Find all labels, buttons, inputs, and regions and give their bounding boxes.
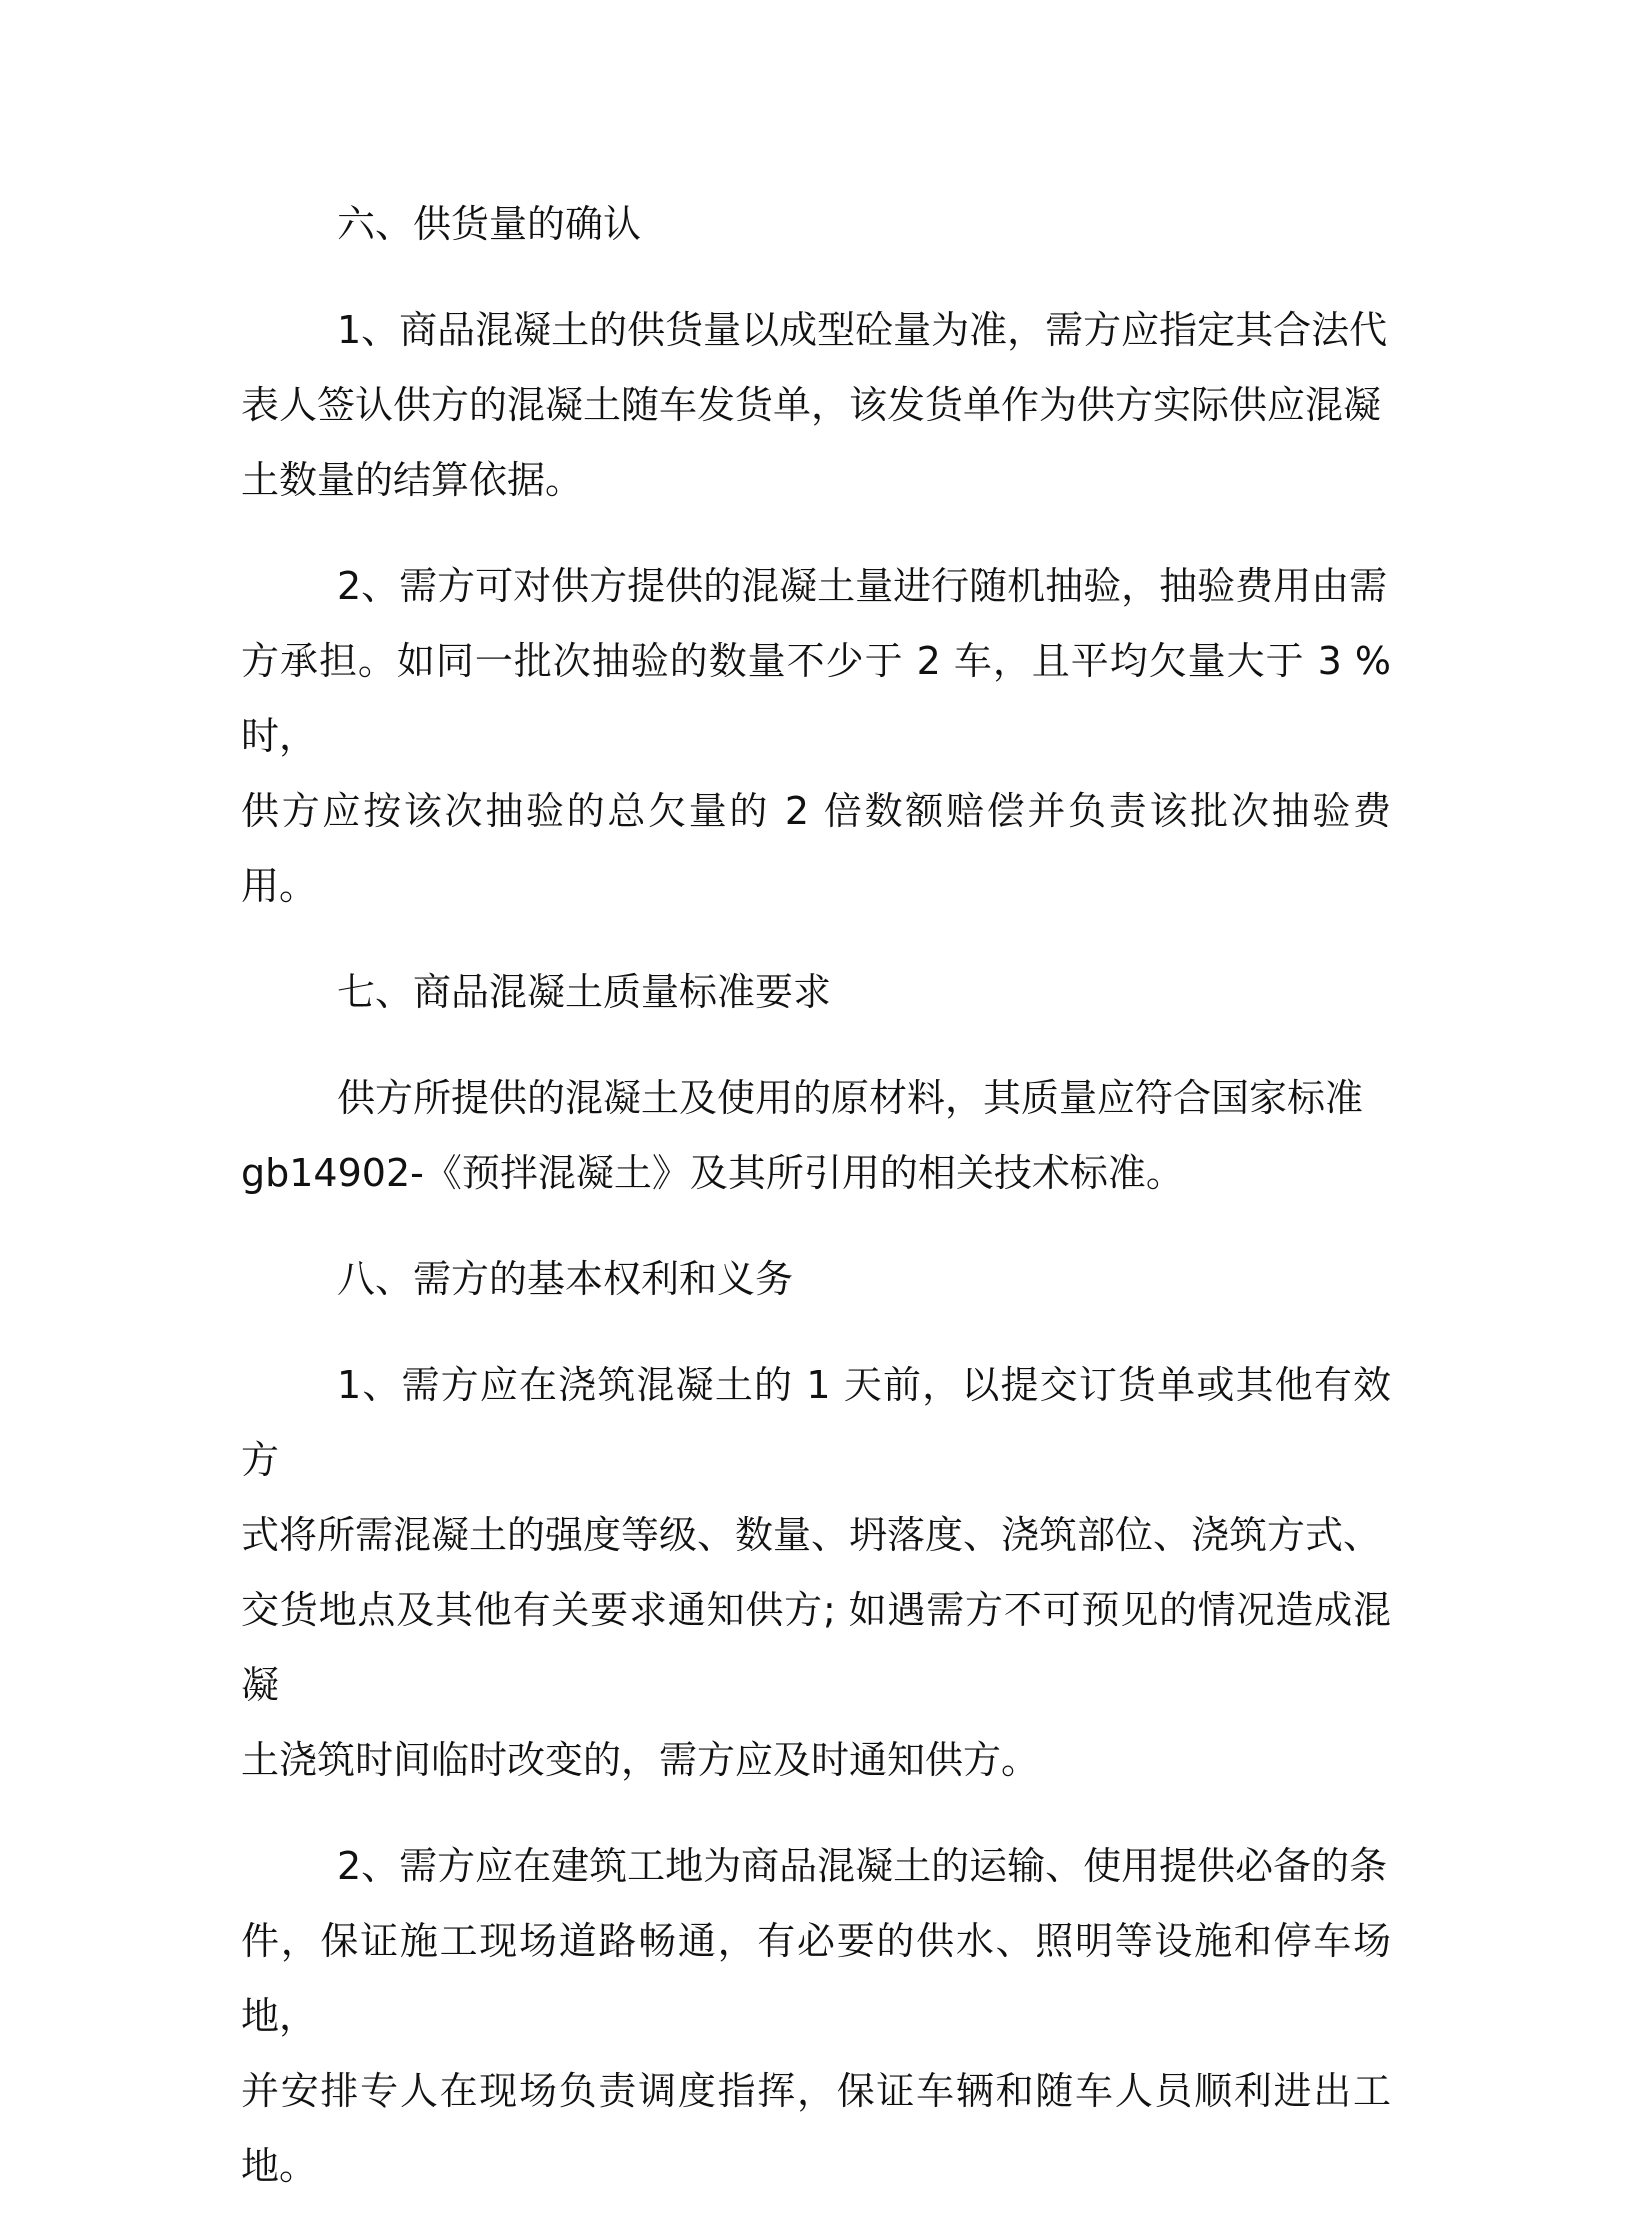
document-page [241, 187, 1391, 2235]
text-line: 2、需方应在建筑工地为商品混凝土的运输、使用提供必备的条 [337, 1844, 1388, 1888]
text-line: 方承担。如同一批次抽验的数量不少于 2 车，且平均欠量大于 3 %时， [241, 639, 1391, 758]
text-line: 表人签认供方的混凝土随车发货单，该发货单作为供方实际供应混凝 [241, 383, 1382, 427]
section-heading-6 [241, 187, 1391, 262]
text-line: 式将所需混凝土的强度等级、数量、坍落度、浇筑部位、浇筑方式、 [241, 1513, 1382, 1557]
paragraph-6-2 [241, 549, 1391, 924]
paragraph-8-1 [241, 1348, 1391, 1798]
paragraph-8-2 [241, 1829, 1391, 2204]
text-line: 供方所提供的混凝土及使用的原材料，其质量应符合国家标准 [337, 1076, 1364, 1120]
text-line: 六、供货量的确认 [337, 202, 642, 246]
text-line: 并安排专人在现场负责调度指挥，保证车辆和随车人员顺利进出工地。 [241, 2069, 1391, 2188]
text-line: 七、商品混凝土质量标准要求 [337, 970, 832, 1014]
text-line: 土浇筑时间临时改变的，需方应及时通知供方。 [241, 1738, 1040, 1782]
text-line: 八、需方的基本权利和义务 [337, 1257, 794, 1301]
section-heading-7 [241, 955, 1391, 1030]
section-heading-8 [241, 1242, 1391, 1317]
paragraph-7 [241, 1061, 1391, 1211]
text-line: 供方应按该次抽验的总欠量的 2 倍数额赔偿并负责该批次抽验费用。 [241, 789, 1391, 908]
text-line: 交货地点及其他有关要求通知供方; 如遇需方不可预见的情况造成混凝 [241, 1588, 1391, 1707]
text-line: 件，保证施工现场道路畅通，有必要的供水、照明等设施和停车场地， [241, 1919, 1391, 2038]
text-line: 1、需方应在浇筑混凝土的 1 天前，以提交订货单或其他有效方 [241, 1363, 1391, 1482]
text-line: 土数量的结算依据。 [241, 458, 584, 502]
text-line: 1、商品混凝土的供货量以成型砼量为准，需方应指定其合法代 [337, 308, 1388, 352]
paragraph-6-1 [241, 293, 1391, 518]
text-line: gb14902-《预拌混凝土》及其所引用的相关技术标准。 [241, 1151, 1184, 1195]
text-line: 2、需方可对供方提供的混凝土量进行随机抽验，抽验费用由需 [337, 564, 1388, 608]
